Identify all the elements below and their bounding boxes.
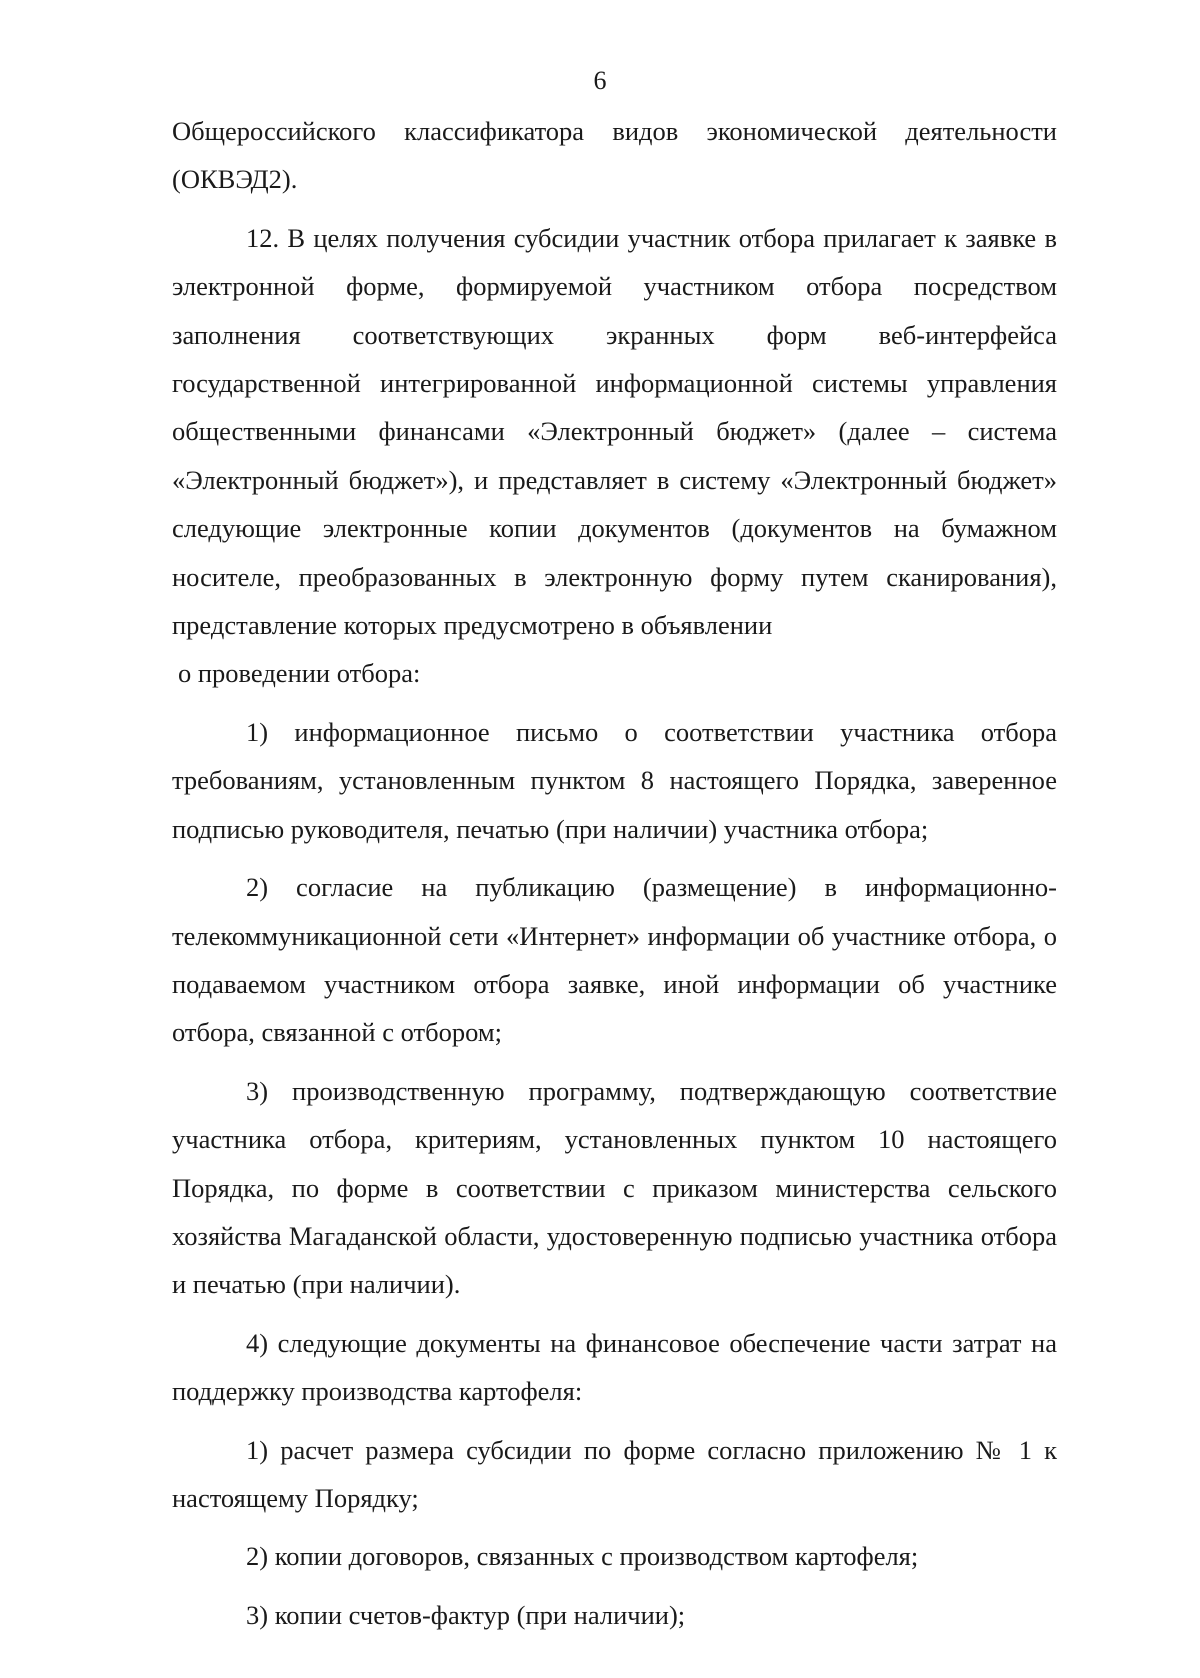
list-item-4: 4) следующие документы на финансовое обеспечение части затрат на поддержку производства картофеля:	[172, 1327, 1057, 1407]
paragraph-item-12-tail: о проведении отбора:	[178, 658, 421, 689]
paragraph-item-12: 12. В целях получения субсидии участник отбора прилагает к заявке в электронной форме, формируемой участником отбора посредством заполнения соответствующих экранных форм веб-интерфейса государственной интегрированной информационной системы управления общественными финансами «Электронный бюджет» (далее – система «Электронный бюджет»), и представляет в систему «Электронный бюджет» следующие электронные копии документов (документов на бумажном носителе, преобразованных в электронную форму путем сканирования), представление которых предусмотрено в объявлении	[172, 222, 1057, 641]
paragraph-okved: Общероссийского классификатора видов экономической деятельности (ОКВЭД2).	[172, 116, 1057, 195]
document-body	[172, 107, 1057, 1639]
list-item-2: 2) согласие на публикацию (размещение) в информационно-телекоммуникационной сети «Интернет» информации об участнике отбора, о подаваемом участником отбора заявке, иной информации об участнике отбора, связанной с отбором;	[172, 872, 1057, 1048]
sub-item-1: 1) расчет размера субсидии по форме согласно приложению № 1 к настоящему Порядку;	[172, 1434, 1057, 1513]
sub-item-2: 2) копии договоров, связанных с производством картофеля;	[246, 1541, 919, 1572]
sub-item-3: 3) копии счетов-фактур (при наличии);	[246, 1599, 686, 1630]
page-number: 6	[593, 66, 607, 95]
list-item-1: 1) информационное письмо о соответствии участника отбора требованиям, установленным пунктом 8 настоящего Порядка, заверенное подписью руководителя, печатью (при наличии) участника отбора;	[172, 716, 1057, 844]
list-item-3: 3) производственную программу, подтверждающую соответствие участника отбора, критериям, установленных пунктом 10 настоящего Порядка, по форме в соответствии с приказом министерства сельского хозяйства Магаданской области, удостоверенную подписью участника отбора и печатью (при наличии).	[172, 1075, 1057, 1300]
